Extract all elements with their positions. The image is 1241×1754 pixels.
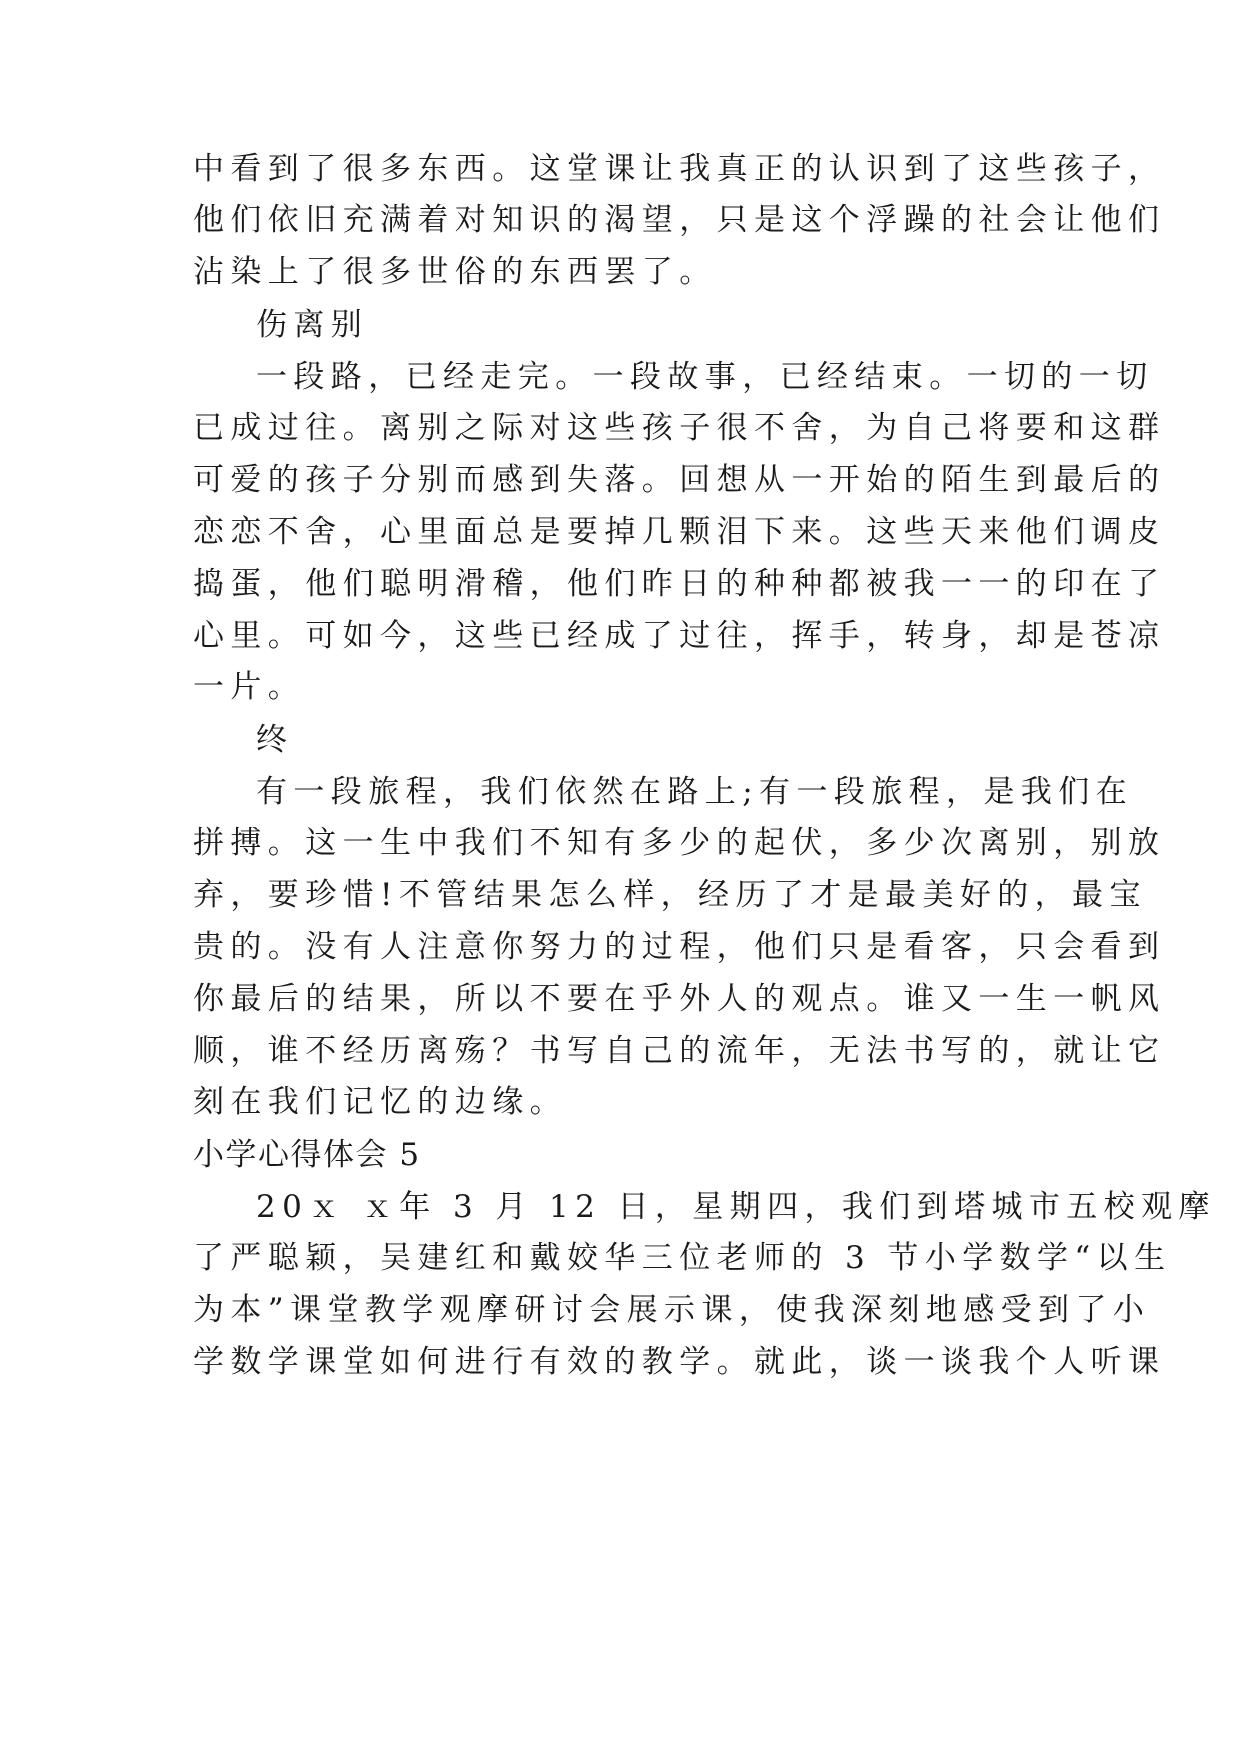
paragraph-line: 为本”课堂教学观摩研讨会展示课，使我深刻地感受到了小 [193,1292,1151,1328]
paragraph-line: 他们依旧充满着对知识的渴望，只是这个浮躁的社会让他们 [193,202,1166,238]
paragraph-line: 一段路，已经走完。一段故事，已经结束。一切的一切 [256,359,1154,395]
paragraph-line: 捣蛋，他们聪明滑稽，他们昨日的种种都被我一一的印在了 [193,566,1166,602]
paragraph-line: 你最后的结果，所以不要在乎外人的观点。谁又一生一帆风 [193,981,1166,1017]
paragraph-line: 了严聪颖，吴建红和戴姣华三位老师的 3 节小学数学“以生 [193,1240,1172,1276]
paragraph-line: 顺，谁不经历离殇？书写自己的流年，无法书写的，就让它 [193,1033,1166,1069]
document-heading: 小学心得体会 5 [193,1137,421,1173]
paragraph-line: 学数学课堂如何进行有效的教学。就此，谈一谈我个人听课 [193,1344,1166,1380]
paragraph-line: 贵的。没有人注意你努力的过程，他们只是看客，只会看到 [193,929,1166,965]
paragraph-line: 沾染上了很多世俗的东西罢了。 [193,254,717,290]
paragraph-line: 中看到了很多东西。这堂课让我真正的认识到了这些孩子， [193,151,1166,187]
paragraph-line: 拼搏。这一生中我们不知有多少的起伏，多少次离别，别放 [193,825,1166,861]
paragraph-line: 弃，要珍惜!不管结果怎么样，经历了才是最美好的，最宝 [193,877,1147,913]
paragraph-line: 已成过往。离别之际对这些孩子很不舍，为自己将要和这群 [193,410,1166,446]
section-heading: 终 [256,722,294,758]
paragraph-line: 有一段旅程，我们依然在路上;有一段旅程，是我们在 [256,774,1134,810]
paragraph-line: 一片。 [193,669,306,705]
section-heading: 伤离别 [256,307,369,343]
paragraph-line: 恋恋不舍，心里面总是要掉几颗泪下来。这些天来他们调皮 [193,514,1166,550]
paragraph-line: 20ｘ ｘ年 3 月 12 日，星期四，我们到塔城市五校观摩 [256,1189,1216,1225]
paragraph-line: 刻在我们记忆的边缘。 [193,1084,567,1120]
paragraph-line: 心里。可如今，这些已经成了过往，挥手，转身，却是苍凉 [193,618,1166,654]
paragraph-line: 可爱的孩子分别而感到失落。回想从一开始的陌生到最后的 [193,462,1166,498]
